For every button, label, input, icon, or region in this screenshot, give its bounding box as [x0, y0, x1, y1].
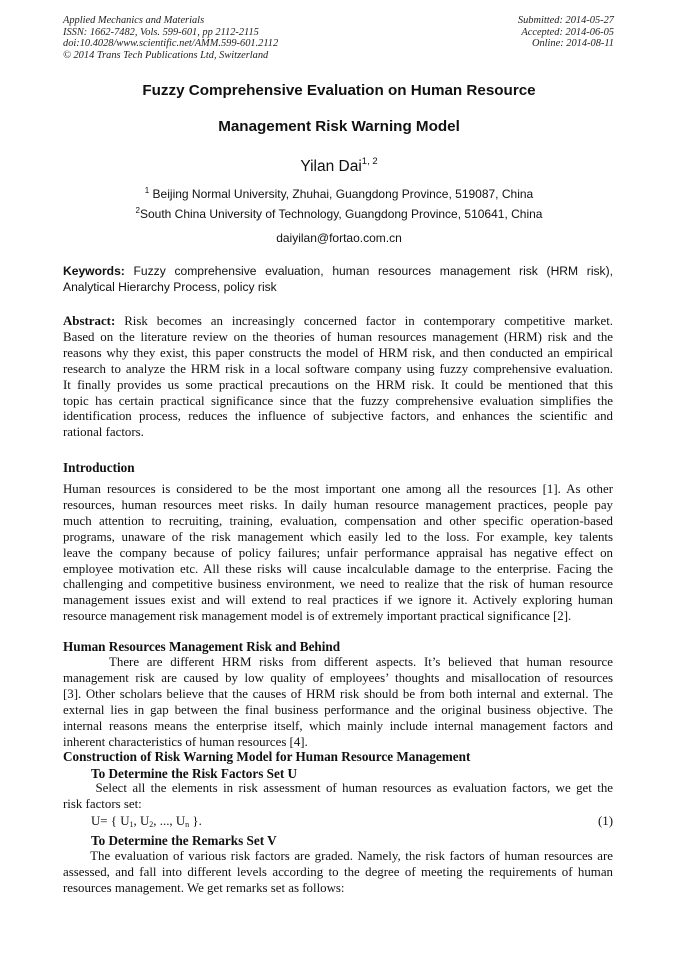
body-line: The evaluation of various risk factors are graded. Namely, the risk factors of human resources are [63, 849, 613, 863]
construction-heading: Construction of Risk Warning Model for Human Resource Management [63, 749, 471, 764]
journal-issn: ISSN: 1662-7482, Vols. 599-601, pp 2112-2115 [63, 26, 259, 38]
author-name: Yilan Dai [300, 158, 362, 175]
body-line: resources management. We get remarks set as follows: [63, 880, 345, 895]
body-line: risk factors set: [63, 796, 142, 811]
abstract-line: identification process, reduces the influence of subjective factors, and enhances the scientific and [63, 409, 613, 424]
affiliation-2-text: South China University of Technology, Guangdong Province, 510641, China [139, 207, 543, 221]
hrm-risk-body [63, 655, 613, 750]
abstract-line: research to analyze the HRM risk in a local software company using fuzzy comprehensive evaluation. [63, 361, 613, 376]
remarks-subheading: To Determine the Remarks Set V [91, 833, 277, 848]
body-line: employee motivation etc. All these risks will cause incalculable damage to the enterprise. Facing the [63, 561, 613, 576]
body-line: internal reasons means the enterprise itself, which mainly include internal management factors and [63, 718, 613, 733]
hrm-risk-heading: Human Resources Management Risk and Behind [63, 639, 341, 654]
paper-title-line-1: Fuzzy Comprehensive Evaluation on Human Resource [142, 82, 536, 99]
abstract [63, 314, 613, 441]
remarks-body [63, 849, 613, 897]
body-line: inherent characteristics of human resources [4]. [63, 734, 308, 749]
body-line: programs, unaware of the risk management which easily led to the loss. For example, key talents [63, 529, 613, 544]
abstract-label: Abstract: [63, 314, 116, 328]
body-line: [3]. Other scholars believe that the causes of HRM risk should be from both internal and external. The [63, 686, 613, 701]
equation-number: (1) [597, 814, 613, 828]
body-line: assessed, and fall into different levels according to the degree of meeting the requirements of human [63, 864, 613, 879]
equation-1: U= { $U_1$, $U_2$, ..., $U_n$ }. [91, 814, 202, 829]
author-affiliation-marks: 1, 2 [361, 156, 378, 167]
journal-header [63, 15, 278, 61]
dates-header [518, 15, 614, 50]
body-line: Human resources is considered to be the most important one among all the resources [1]. As other [63, 482, 613, 496]
keywords-text: Fuzzy comprehensive evaluation, human resources management risk (HRM risk), Analytical Hierarchy Process, policy risk [63, 264, 613, 294]
keywords-label: Keywords: [63, 264, 125, 278]
affiliation-1-text: Beijing Normal University, Zhuhai, Guangdong Province, 519087, China [149, 187, 534, 201]
affiliation-1 [0, 187, 678, 201]
journal-name: Applied Mechanics and Materials [63, 15, 205, 26]
journal-copyright: © 2014 Trans Tech Publications Ltd, Switzerland [63, 49, 269, 61]
risk-factors-body [63, 781, 613, 813]
submitted-date: Submitted: 2014-05-27 [517, 15, 614, 26]
body-line: much attention to recruiting, training, evaluation, compensation and other specific operation-based [63, 513, 613, 528]
introduction-heading: Introduction [63, 460, 135, 475]
abstract-line: rational factors. [63, 425, 144, 440]
abstract-line: Based on the literature review on the theories of human resources management (HRM) risk and the [63, 329, 613, 344]
keywords [63, 263, 613, 295]
body-line: challenging and competitive business environment, we need to realize that the risk of human resource [63, 577, 613, 592]
introduction-body [63, 482, 613, 625]
abstract-line: reasons why they exist, this paper constructs the model of HRM risk, and then conducted an empirical [63, 345, 613, 360]
abstract-line: It finally provides us some practical precautions on the HRM risk. It could be mentioned that this [63, 377, 613, 392]
affiliation-2-mark: 2 [135, 206, 140, 215]
body-line: management issues exist and will extend to real practices if we ignore it. Actively exploring human [63, 593, 613, 608]
body-line: resources, human resources meet risks. In daily human resource management practices, people pay [63, 497, 613, 512]
body-line: resource management risk management model is of extremely important practical significance [2]. [63, 609, 572, 624]
online-date: Online: 2014-08-11 [531, 38, 614, 50]
journal-doi: doi:10.4028/www.scientific.net/AMM.599-601.2112 [63, 38, 279, 50]
affiliation-1-mark: 1 [144, 186, 150, 195]
body-line: Select all the elements in risk assessment of human resources as evaluation factors, we get the [63, 781, 613, 795]
risk-factors-subheading: To Determine the Risk Factors Set U [91, 766, 298, 781]
paper-title-line-2: Management Risk Warning Model [218, 118, 460, 135]
body-line: external lies in gap between the final business performance and the original business objective. The [63, 702, 613, 717]
accepted-date: Accepted: 2014-06-05 [521, 26, 614, 38]
affiliation-2 [0, 207, 678, 221]
author-email[interactable]: daiyilan@fortao.com.cn [276, 231, 402, 245]
abstract-line: topic has certain practical significance since that the fuzzy comprehensive evaluation simplifies the [63, 393, 613, 408]
abstract-line: Abstract: Risk becomes an increasingly concerned factor in contemporary competitive market. [63, 314, 613, 328]
body-line: leave the company because of policy failures; unfair performance appraisal has negative effect on [63, 545, 613, 560]
body-line: management risk are caused by low quality of employees’ thoughts and misallocation of resources [63, 670, 613, 685]
author [0, 158, 678, 176]
body-line: There are different HRM risks from different aspects. It’s believed that human resource [63, 655, 613, 669]
